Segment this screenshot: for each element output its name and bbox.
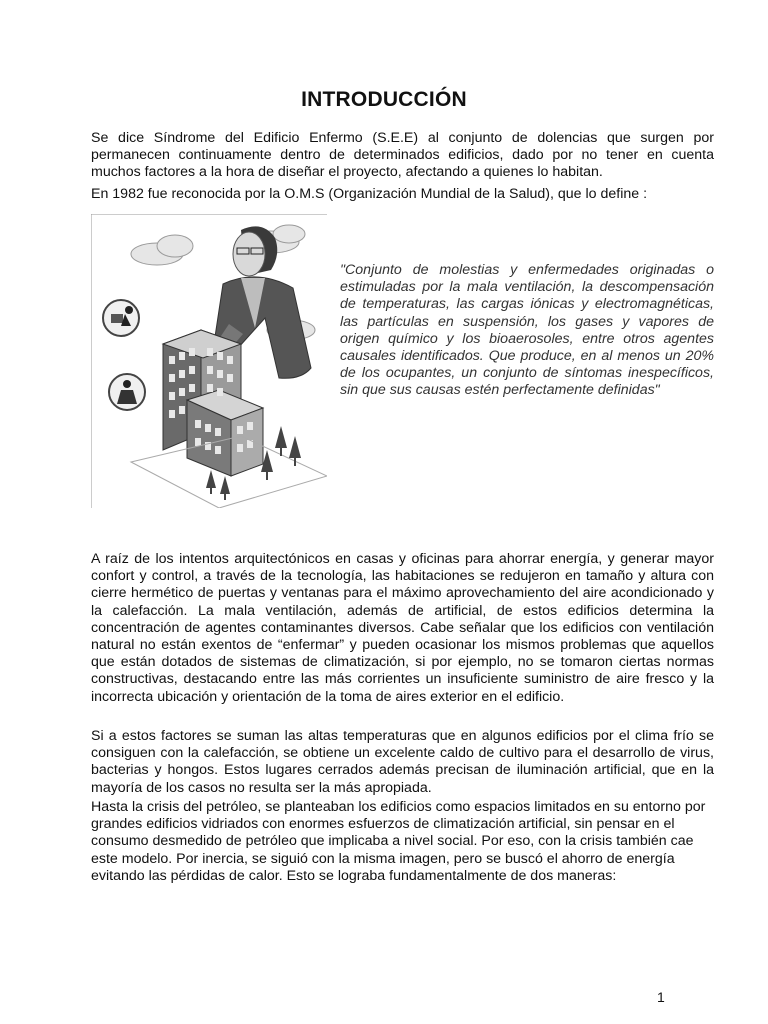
page-title: INTRODUCCIÓN (301, 88, 467, 111)
intro-paragraph: Se dice Síndrome del Edificio Enfermo (S.E.E) al conjunto de dolencias que surgen por permanecen continuamente dentro de determinados edificios, dado por no tener en cuenta muchos factores a la hora de diseñar el proyecto, afectando a quienes lo habitan. (91, 130, 714, 181)
oms-line: En 1982 fue reconocida por la O.M.S (Organización Mundial de la Salud), que lo define : (91, 186, 648, 202)
page-number: 1 (657, 989, 665, 1005)
sick-building-icon (91, 214, 327, 508)
paragraph-energy-saving: A raíz de los intentos arquitectónicos en casas y oficinas para ahorrar energía, y generar mayor confort y control, a través de la tecnología, las habitaciones se redujeron en tamaño y altura con cierre hermético de puertas y ventanas para el máximo aprovechamiento del aire acondicionado y la calefacción. La mala ventilación, además de artificial, de estos edificios determina la concentración de agentes contaminantes diversos. Cabe señalar que los edificios con ventilación natural no están exentos de “enfermar” y pueden ocasionar los mismos problemas que aquellos que están dotados de sistemas de climatización, si por ejemplo, no se tomaron ciertas normas constructivas, destacando entre las más corrientes un insuficiente suministro de aire fresco y la incorrecta ubicación y orientación de la toma de aires exterior en el edificio. (91, 551, 714, 705)
oms-definition-quote: "Conjunto de molestias y enfermedades originadas o estimuladas por la mala ventilación, la descompensación de temperaturas, las cargas iónicas y electromagnéticas, las partículas en suspensión, los gases y vapores de origen químico y los bioaerosoles, entre otros agentes causales identificados. Que produce, en al menos un 20% de los ocupantes, un conjunto de síntomas inespecíficos, sin que sus causas estén perfectamente definidas" (340, 262, 714, 399)
sick-building-illustration (91, 214, 327, 508)
paragraph-temperatures: Si a estos factores se suman las altas temperaturas que en algunos edificios por el clima frío se consiguen con la calefacción, se obtiene un excelente caldo de cultivo para el desarrollo de virus, bacterias y hongos. Estos lugares cerrados además precisan de iluminación artificial, que en la mayoría de los casos no resulta ser la más apropiada. (91, 728, 714, 796)
paragraph-oil-crisis: Hasta la crisis del petróleo, se planteaban los edificios como espacios limitados en su entorno por grandes edificios vidriados con enormes esfuerzos de climatización artificial, sin pensar en el consumo desmedido de petróleo que implicaba a nivel social. Por eso, con la crisis también cae este modelo. Por inercia, se siguió con la misma imagen, pero se buscó el ahorro de energía evitando las pérdidas de calor. Esto se lograba fundamentalmente de dos maneras: (91, 799, 706, 884)
